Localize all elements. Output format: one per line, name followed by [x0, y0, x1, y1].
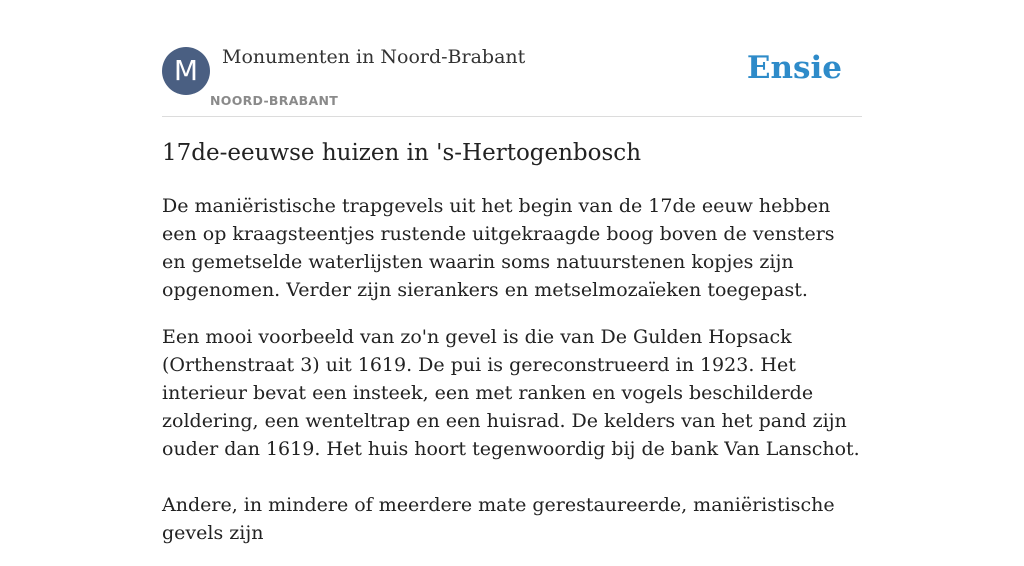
publication-header [162, 0, 862, 117]
article-body [162, 192, 862, 566]
page-container [162, 0, 862, 544]
publication-title[interactable]: Monumenten in Noord-Brabant [222, 46, 526, 68]
paragraph: Een mooi voorbeeld van zo'n gevel is die van De Gulden Hopsack (Orthenstraat 3) uit 1619. De pui is gereconstrueerd in 1923. Het interieur bevat een insteek, een met ranken en vogels beschilderde zoldering, een wenteltrap en een huisrad. De kelders van het pand zijn ouder dan 1619. Het huis hoort tegenwoordig bij de bank Van Lanschot. [162, 326, 860, 460]
article-title: 17de-eeuwse huizen in 's-Hertogenbosch [162, 140, 642, 166]
avatar[interactable]: M [162, 47, 210, 95]
publication-subtitle: NOORD-BRABANT [210, 93, 339, 108]
paragraph: De maniëristische trapgevels uit het begin van de 17de eeuw hebben een op kraagsteentjes rustende uitgekraagde boog boven de vensters en gemetselde waterlijsten waarin soms natuurstenen kopjes zijn opgenomen. Verder zijn sierankers en metselmozaïeken toegepast. [162, 195, 835, 301]
paragraph: Andere, in mindere of meerdere mate gerestaureerde, maniëristische gevels zijn [162, 494, 835, 544]
ensie-logo[interactable]: Ensie [746, 50, 842, 86]
